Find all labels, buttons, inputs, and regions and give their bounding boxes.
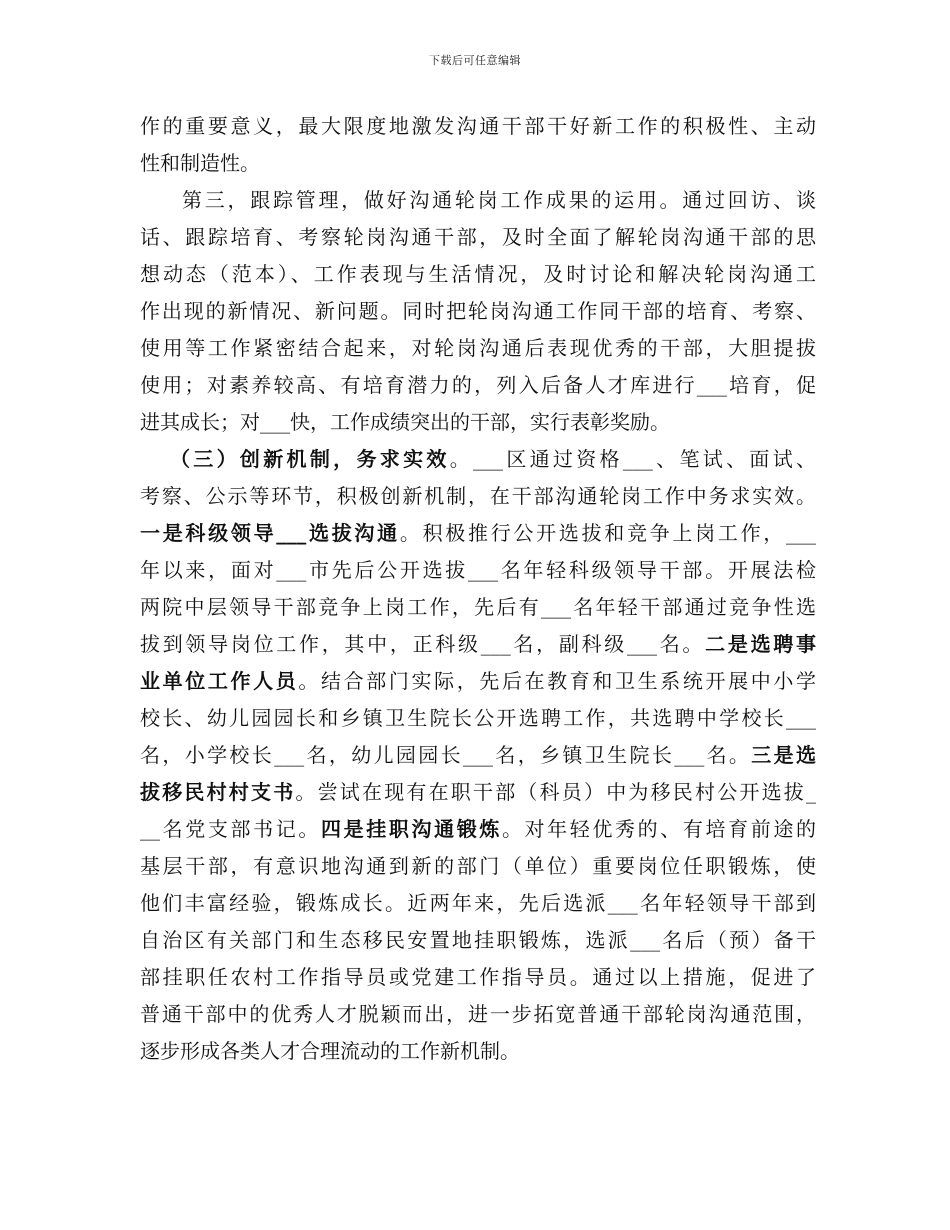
text-line: 普通干部中的优秀人才脱颖而出，进一步拓宽普通干部轮岗沟通范围， — [140, 1002, 816, 1026]
point-heading: 一是科级领导___选拔沟通 — [140, 521, 400, 545]
text-line: 拔移民村村支书。尝试在现有在职干部（科员）中为移民村公开选拔_ — [140, 780, 817, 804]
text-line: 性和制造性。 — [140, 151, 260, 175]
text-line: 作的重要意义，最大限度地激发沟通干部干好新工作的积极性、主动 — [140, 114, 816, 138]
page-header: 下载后可任意编辑 — [429, 54, 521, 67]
body-text — [140, 108, 816, 1070]
section-heading-line: （三）创新机制，务求实效。___区通过资格___、笔试、面试、 — [170, 447, 817, 471]
text-line: 名，小学校长___名，幼儿园园长___名，乡镇卫生院长___名。三是选 — [140, 743, 817, 767]
paragraph-start-line: 第三，跟踪管理，做好沟通轮岗工作成果的运用。通过回访、谈 — [182, 188, 816, 212]
text-line: 逐步形成各类人才合理流动的工作新机制。 — [140, 1039, 520, 1063]
point-heading: 拔移民村村支书 — [140, 780, 296, 804]
point-heading: 业单位工作人员 — [140, 669, 299, 693]
text-line: 作出现的新情况、新问题。同时把轮岗沟通工作同干部的培育、考察、 — [140, 299, 816, 323]
text-line: 进其成长；对___快，工作成绩突出的干部，实行表彰奖励。 — [140, 410, 670, 434]
text-line: 部挂职任农村工作指导员或党建工作指导员。通过以上措施，促进了 — [140, 965, 816, 989]
point-heading: 三是选 — [751, 743, 817, 767]
text-line: 想动态（范本）、工作表现与生活情况，及时讨论和解决轮岗沟通工 — [140, 262, 816, 286]
text-line: 校长、幼儿园园长和乡镇卫生院长公开选聘工作，共选聘中学校长___ — [140, 706, 816, 730]
text-line: 话、跟踪培育、考察轮岗沟通干部，及时全面了解轮岗沟通干部的思 — [140, 225, 816, 249]
text-line: 使用等工作紧密结合起来，对轮岗沟通后表现优秀的干部，大胆提拔 — [140, 336, 816, 360]
text-line: 他们丰富经验，锻炼成长。近两年来，先后选派___名年轻领导干部到 — [140, 891, 816, 915]
section-heading: （三）创新机制，务求实效 — [170, 447, 450, 471]
point-heading: 二是选聘事 — [705, 632, 817, 656]
text-line: 自治区有关部门和生态移民安置地挂职锻炼，选派___名后（预）备干 — [140, 928, 816, 952]
text-line: 年以来，面对___市先后公开选拔___名年轻科级领导干部。开展法检 — [140, 558, 816, 582]
text-line: 拔到领导岗位工作，其中，正科级___名，副科级___名。二是选聘事 — [140, 632, 817, 656]
text-line: 考察、公示等环节，积极创新机制，在干部沟通轮岗工作中务求实效。 — [140, 484, 816, 508]
text-line: 业单位工作人员。结合部门实际，先后在教育和卫生系统开展中小学 — [140, 669, 817, 693]
point-heading: 四是挂职沟通锻炼 — [320, 817, 502, 841]
text-line: 使用；对素养较高、有培育潜力的，列入后备人才库进行___培育，促 — [140, 373, 816, 397]
text-line: 两院中层领导干部竞争上岗工作，先后有___名年轻干部通过竞争性选 — [140, 595, 816, 619]
text-line: 基层干部，有意识地沟通到新的部门（单位）重要岗位任职锻炼，使 — [140, 854, 816, 878]
text-line: 一是科级领导___选拔沟通。积极推行公开选拔和竞争上岗工作，___ — [140, 521, 817, 545]
text-line: __名党支部书记。四是挂职沟通锻炼。对年轻优秀的、有培育前途的 — [140, 817, 817, 841]
